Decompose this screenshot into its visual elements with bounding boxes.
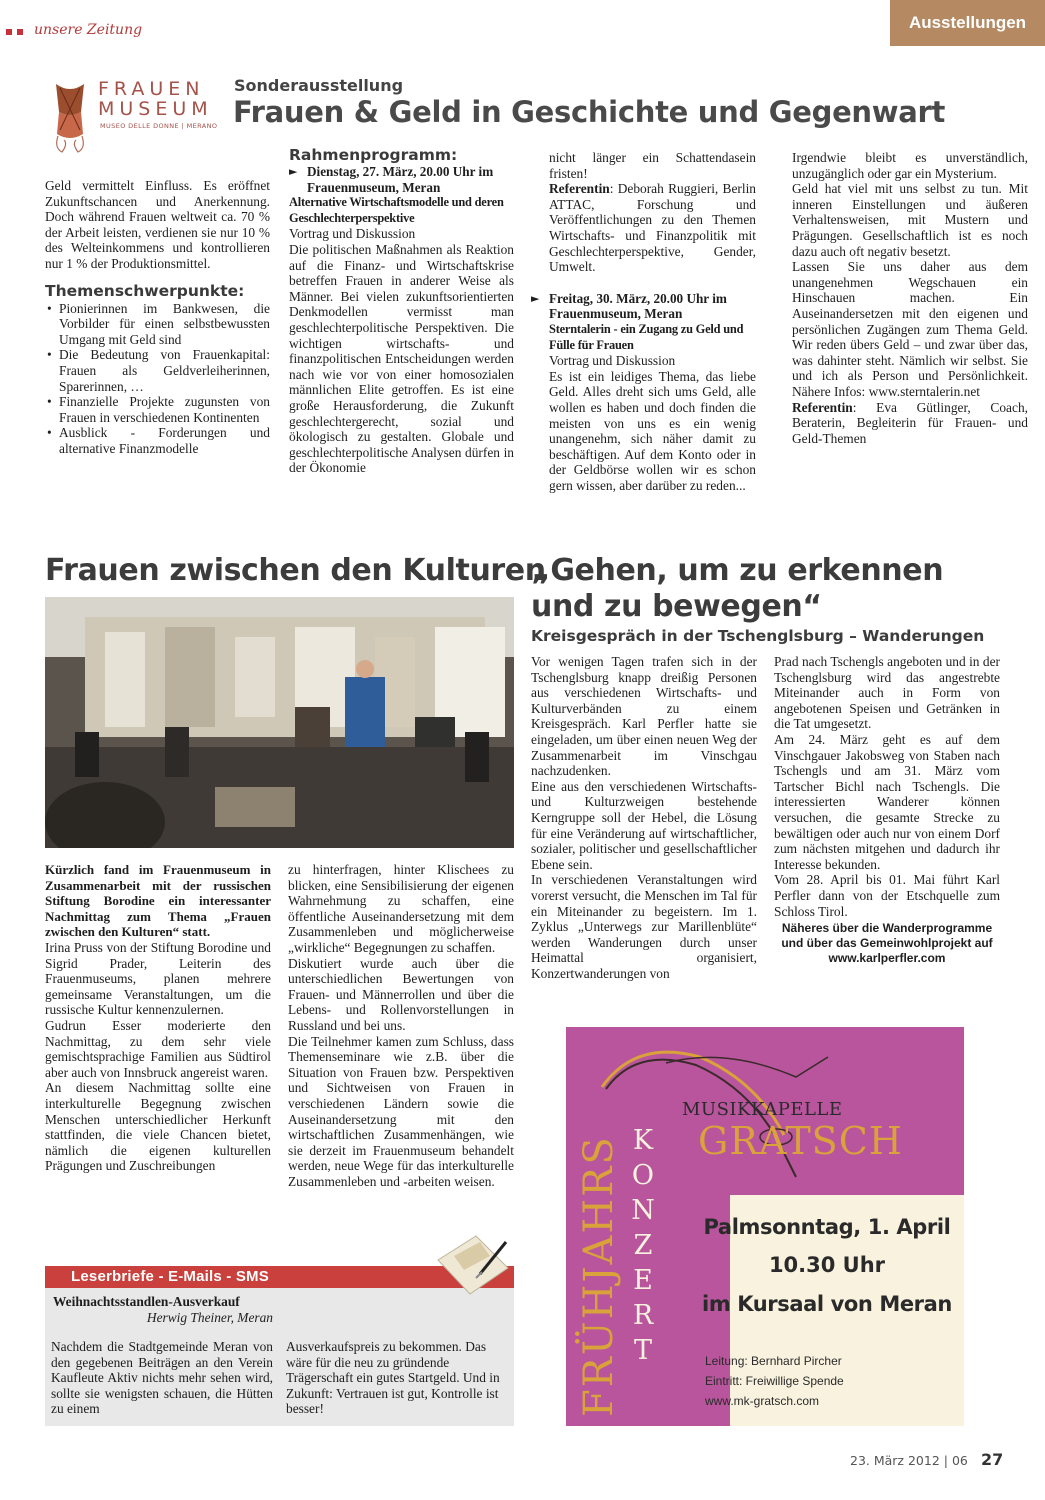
main-title: Frauen & Geld in Geschichte und Gegenwart [233,95,946,129]
konzert-letter: O [631,1160,655,1191]
ad-place: im Kursaal von Meran [702,1292,952,1316]
referentin-2 [792,400,1028,447]
gehen-title-1: „Gehen, um zu erkennen [531,553,944,588]
gehen-paragraph: Vor wenigen Tagen trafen sich in der Tschenglsburg knapp dreißig Personen aus verschiedenen Wirtschafts- und Kulturverbänden zu einem Kreisgespräch. Karl Perfler hatte sie eingeladen, um über einen neuen Weg der Zusammenarbeit im Vinschgau nachzudenken. [531,654,757,779]
photo-illustration [45,597,514,848]
header-dots [6,29,26,35]
envelope-pen-icon [432,1230,512,1300]
konzert-letter: T [633,1335,652,1366]
konzert-letter: N [631,1195,655,1226]
top-col-4 [792,150,1028,446]
page-number: 27 [981,1450,1004,1469]
rahmen-heading: Rahmenprogramm: [289,146,458,164]
ad-side-title: FRÜHJAHRS [576,1135,622,1417]
footer-date: 23. März 2012 | 06 [850,1453,968,1468]
triangle-icon: ► [531,291,540,305]
referentin-text: : Deborah Ruggieri, Berlin ATTAC, Forschung und Veröffentlichungen zu den Themen Wirtschafts- und Finanzpolitik mit Geschlechterperspektive, Gender, Umwelt. [549,181,756,275]
gehen-paragraph: Am 24. März geht es auf dem Vinschgauer Jakobsweg von Staben nach Tschengls und am 31. März vom Tartscher Bichl nach Tschengls. Die interessierten Wanderer können versuchen, die gesamte Strecke zu bewältigen oder auch nur von einem Dorf zum nächsten mitgehen und dadurch ihr Interesse bekunden. [774,731,1000,872]
ad-gratsch: GRATSCH [698,1119,903,1163]
konzert-letter: E [633,1265,653,1296]
kulturen-lead: Kürzlich fand im Frauenmuseum in Zusammenarbeit mit der russischen Stiftung Borodine ein interessanter Nachmittag zum Thema „Frauen zwischen den Kulturen“ statt. [45,862,271,940]
referentin-label: Referentin [792,399,853,415]
gehen-subtitle: Kreisgespräch in der Tschenglsburg – Wanderungen [531,627,985,645]
frauenmuseum-logo [48,78,228,158]
letter-paragraph: Nachdem die Stadtgemeinde Meran von den gegebenen Beiträgen an den Verein Kaufleute Aktiv nichts mehr sehen wird, sollte sie wenigsten schauen, die Hütten zu einem [51,1339,273,1417]
envelope-icon [432,1230,512,1300]
kulturen-paragraph: Diskutiert wurde auch über die unterschiedlichen Bewertungen von Frauen- und Männerrollen und über die Lebens- und Rollenvorstellungen in Russland und bei uns. [288,955,514,1033]
event1-continued: nicht länger ein Schattendasein fristen! [549,150,756,181]
ad-konzert-letters [628,1123,658,1368]
gehen-info [774,921,1000,966]
kulturen-col-1 [45,862,271,1174]
letter-author: Herwig Theiner, Meran [146,1310,273,1325]
col4-paragraph-1: Irgendwie bleibt es unverständlich, unzugänglich oder gar ein Mysterium. [792,150,1028,181]
kulturen-paragraph: Die Teilnehmer kamen zum Schluss, dass Themenseminare wie z.B. über die Situation von Frauen bzw. Perspektiven und Sichtweisen von Frauen in verschiedenen Ländern sowie die Auseinandersetzung mit den wirtschaftlichen Zusammenhängen, wie sie derzeit im Frauenmuseum behandelt werden, neue Wege für das interkulturelle Zusammenleben und -arbeiten weisen. [288,1033,514,1189]
referentin-label: Referentin [549,181,610,197]
event-photo [45,597,514,848]
logo-subline: MUSEO DELLE DONNE | MERANO [100,122,218,130]
konzert-letter: R [632,1300,654,1331]
ad-date: Palmsonntag, 1. April [703,1215,951,1239]
kulturen-col-2 [288,862,514,1189]
event1-title: Alternative Wirtschaftsmodelle und deren Geschlechterperspektive [289,195,504,225]
ad-musikkapelle: MUSIKKAPELLE [682,1099,843,1120]
info-line: und über das Gemeinwohlprojekt auf [781,936,993,951]
logo-line-frauen: FRAUEN [98,78,205,100]
event2-date-text: Freitag, 30. März, 20.00 Uhr im Frauenmuseum, Meran [549,290,727,322]
kulturen-paragraph: An diesem Nachmittag sollte eine interkulturelle Begegnung zwischen Menschen unterschiedlicher Herkunft stattfinden, die viele Chancen bietet, nämlich die eigenen kulturellen Prägungen und Zuschreibungen [45,1080,271,1174]
leserbriefe-bar: Leserbriefe - E-Mails - SMS [45,1266,514,1288]
themen-list [45,301,270,457]
kulturen-paragraph: Gudrun Esser moderierte den Nachmittag, zu dem sehr viele gemischtsprachige Familien aus Südtirol aber auch von Innsbruck angereist waren. [45,1017,271,1080]
konzert-letter: K [632,1125,654,1156]
list-item: • Die Bedeutung von Frauenkapital: Frauen als Geldverleiherinnen, Sparerinnen, … [45,347,270,394]
ad-leitung: Leitung: Bernhard Pircher [705,1354,842,1368]
event1-text: Die politischen Maßnahmen als Reaktion auf die Finanz- und Wirtschaftskrise betreffen Frauen in anderer Weise als Männer. Bei vielen zukunftsorientierten Denkmodellen vermisst man geschlechterpolitische Perspektiven. Die wichtigen wirtschafts- und finanzpolitischen Entscheidungen werden nach wie vor von einer homosozialen männlichen Elite getroffen. Es ist eine große Herausforderung, die Zukunft geschlechtergerecht, sozial und ökologisch zu gestalten. Globale und geschlechterpolitische Analysen dürfen in der Ökonomie [289,241,514,476]
gehen-paragraph: Vom 28. April bis 01. Mai führt Karl Perfler dann von der Etschquelle zum Schloss Tirol. [774,872,1000,919]
triangle-icon: ► [289,165,298,178]
gehen-title-2: und zu bewegen“ [531,589,822,624]
letter-paragraph: Ausverkaufspreis zu bekommen. Das wäre für die neu zu gründende Trägerschaft ein gutes Startgeld. Und in Zukunft: Vertrauen ist gut, Kontrolle ist besser! [286,1339,500,1417]
gehen-col-1 [531,654,757,981]
gehen-col-2 [774,654,1000,966]
col4-paragraph-3: Lassen Sie uns daher aus dem unangenehmen Wegschauen ein Hinschauen machen. Ein Auseinandersetzen mit den eigenen und persönlichen Zugängen zum Thema Geld. Wir reden übers Geld – und zwar über das, was dahinter steht. Nämlich wir selbst. Sie und ich als Person und Persönlichkeit. Nähere Infos: www.sterntalerin.net [792,259,1028,399]
event2-type: Vortrag und Diskussion [549,353,676,369]
event2-title: Sterntalerin - ein Zugang zu Geld und Fülle für Frauen [549,321,744,352]
event2-text: Es ist ein leidiges Thema, das liebe Geld. Alles dreht sich ums Geld, alle wollen es haben und doch finden die meisten von uns es ein wenig unangenehm, sich näher damit zu beschäftigen. Auf dem Konto oder in der Geldbörse wollen wir es schon gern wissen, aber darüber zu reden... [549,368,756,493]
list-item: • Pionierinnen im Bankwesen, die Vorbilder für einen selbstbewussten Umgang mit Geld sind [45,301,270,348]
gehen-paragraph: Prad nach Tschengls angeboten und in der Tschenglsburg wird das angestrebte Miteinander auch in Form von angebotenen Speisen und Getränken in die Tat umgesetzt. [774,654,1000,732]
letter-col-2 [286,1339,508,1417]
event2-date [531,291,756,322]
intro-paragraph: Geld vermittelt Einfluss. Es eröffnet Zukunftschancen und Anerkennung. Doch während Frauen weltweit ca. 70 % der Arbeit leisten, verdienen sie nur 10 % des Welteinkommens und kontrollieren nur 1 % der Produktionsmittel. [45,178,270,271]
kulturen-paragraph: zu hinterfragen, hinter Klischees zu blicken, eine Sensibilisierung der eigenen Wahrnehmung zu schaffen, eine öffentliche Auseinandersetzung mit dem Zusammenleben und möglicherweise „wirkliche“ Begegnungen zu schaffen. [288,862,514,955]
kulturen-title: Frauen zwischen den Kulturen [45,553,546,588]
gehen-paragraph: Eine aus den verschiedenen Wirtschafts- und Kulturzweigen bestehende Kerngruppe soll der Hebel, die Lösung für eine Veränderung auf wirtschaftlicher, sozialer, politischer und gesellschaftlicher Ebene sein. [531,778,757,872]
referentin-text: : Eva Gütlinger, Coach, Beraterin, Begleiterin für Frauen- und Geld-Themen [792,399,1028,446]
themen-heading: Themenschwerpunkte: [45,281,245,300]
top-col-3 [531,150,756,493]
list-item: • Finanzielle Projekte zugunsten von Frauen in verschiedenen Kontinenten [45,394,270,425]
col4-paragraph-2: Geld hat viel mit uns selbst zu tun. Mit inneren Einstellungen und äußeren Verhaltensweisen, mit Mustern und Prägungen. Gesellschaftlich ist es noch dazu auch oft negativ besetzt. [792,181,1028,259]
info-line: Näheres über die Wanderprogramme [781,921,993,936]
letter-col-1 [51,1339,273,1417]
concert-ad [566,1027,964,1426]
ad-website[interactable]: www.mk-gratsch.com [705,1394,820,1408]
ad-eintritt: Eintritt: Freiwillige Spende [705,1374,844,1388]
letter-title: Weihnachtsstandlen-Ausverkauf [53,1294,240,1309]
section-tab: Ausstellungen [890,0,1045,46]
ad-time: 10.30 Uhr [768,1253,886,1277]
publication-logo: unsere Zeitung [34,22,143,38]
event1-date-text: Dienstag, 27. März, 20.00 Uhr im Frauenmuseum, Meran [307,164,494,195]
kulturen-paragraph: Irina Pruss von der Stiftung Borodine und Sigrid Prader, Leiterin des Frauenmuseums, planen mehrere gemeinsame Veranstaltungen, um die russische Kultur kennenzulernen. [45,939,271,1018]
list-item: • Ausblick - Forderungen und alternative Finanzmodelle [45,425,270,456]
event1-date [289,164,514,195]
logo-line-museum: MUSEUM [98,98,213,120]
gehen-paragraph: In verschiedenen Veranstaltungen wird vorerst versucht, die Menschen im Tal für ein Miteinander zu begeistern. Im 1. Zyklus „Unterwegs zur Marillenblüte“ werden Wanderungen durch unser Heimattal organisiert, Konzertwanderungen von [531,872,757,981]
top-col-2 [289,146,514,476]
referentin-1 [531,181,756,275]
event1-type: Vortrag und Diskussion [289,226,416,242]
kicker: Sonderausstellung [234,76,404,95]
konzert-letter: Z [633,1230,653,1261]
info-link[interactable]: www.karlperfler.com [828,951,946,966]
top-col-1 [45,178,270,457]
corset-icon [48,78,92,158]
